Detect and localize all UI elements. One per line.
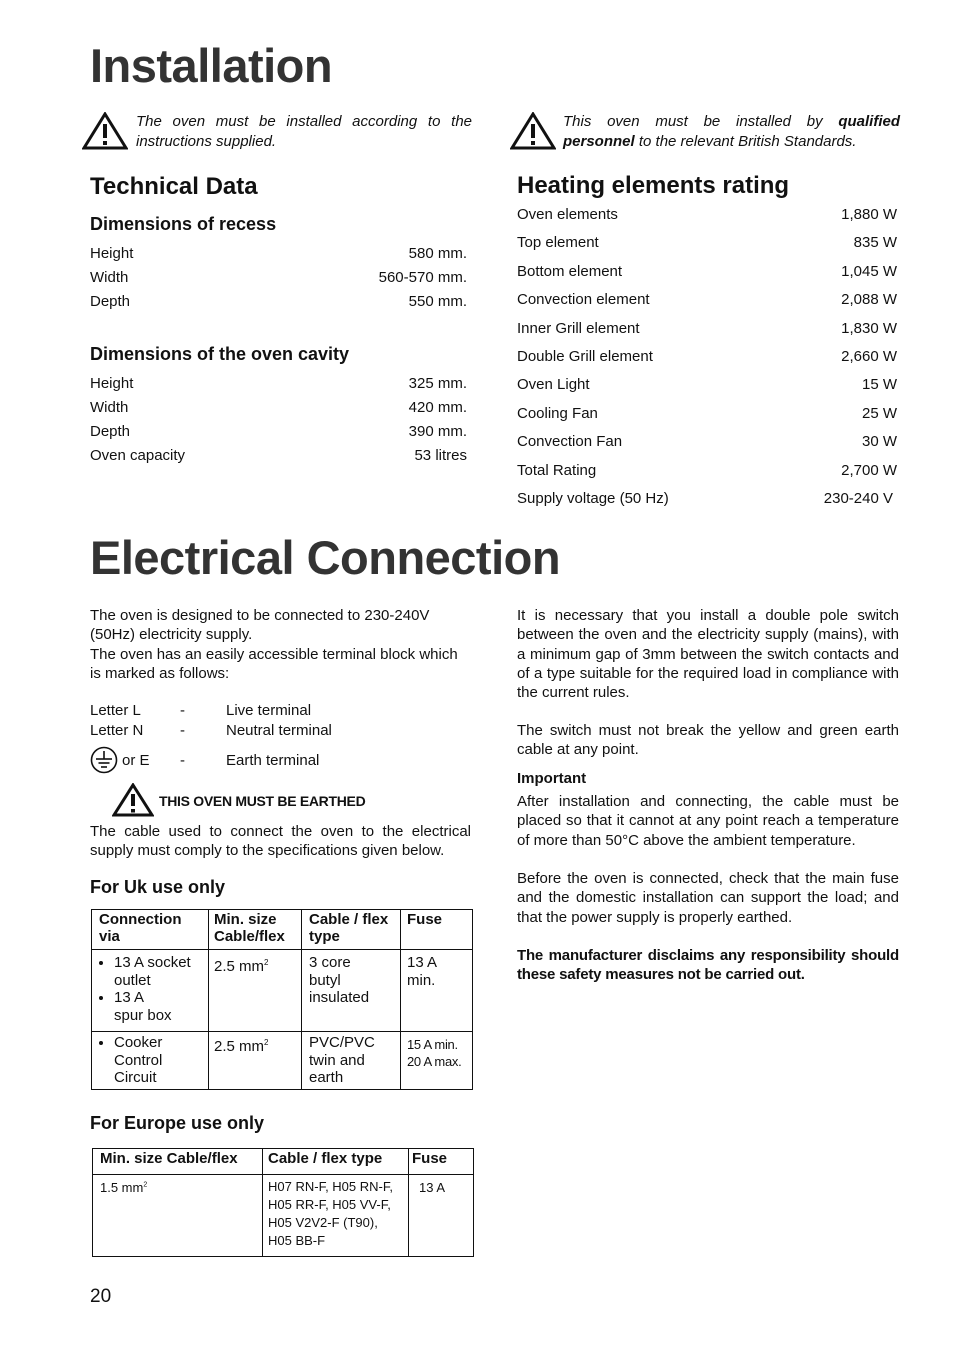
table-cell: • Cooker Control Circuit xyxy=(92,1032,209,1090)
disclaimer-paragraph: The manufacturer disclaims any responsibility should these safety measures not be carried out. xyxy=(517,947,899,984)
uk-title: For Uk use only xyxy=(90,877,226,897)
recess-row: Height 580 mm. xyxy=(90,245,467,262)
terminal-row: or E - Earth terminal xyxy=(90,744,470,776)
heating-row: Cooling Fan 25 W xyxy=(517,404,897,422)
table-header: Fuse xyxy=(401,910,473,950)
table-row xyxy=(93,1175,474,1257)
recess-row: Width 560-570 mm. xyxy=(90,269,467,286)
cavity-list xyxy=(90,375,467,471)
heating-title: Heating elements rating xyxy=(517,172,790,199)
warning-qualified-text: This oven must be installed by qualified personnel to the relevant British Standards. xyxy=(563,113,900,150)
heating-row: Top element 835 W xyxy=(517,234,897,252)
cavity-row: Oven capacity 53 litres xyxy=(90,447,467,464)
cavity-title: Dimensions of the oven cavity xyxy=(90,344,350,364)
heating-row: Convection Fan 30 W xyxy=(517,433,897,451)
table-cell: PVC/PVC twin and earth xyxy=(302,1032,401,1090)
cavity-row: Height 325 mm. xyxy=(90,375,467,392)
recess-list xyxy=(90,245,467,317)
switch-paragraph: It is necessary that you install a double pole switch between the oven and the electricity supply (mains), with a minimum gap of 3mm between the switch contacts and of a type suitable for the required load in compliance with the current rules. xyxy=(517,607,899,702)
heating-row: Supply voltage (50 Hz) 230-240 V xyxy=(517,489,893,507)
warning-icon xyxy=(112,783,154,817)
table-cell: • 13 A socket outlet • 13 A spur box xyxy=(92,950,209,1032)
table-row xyxy=(92,910,473,950)
cavity-row: Width 420 mm. xyxy=(90,399,467,416)
warning-icon xyxy=(510,112,556,150)
table-cell: 3 core butyl insulated xyxy=(302,950,401,1032)
uk-table xyxy=(91,909,473,1090)
recess-row: Depth 550 mm. xyxy=(90,293,467,310)
table-header: Min. size Cable/flex xyxy=(209,910,302,950)
temperature-paragraph: After installation and connecting, the cable must be placed so that it cannot at any point reach a temperature of more than 50°C above the ambient temperature. xyxy=(517,793,899,849)
table-header: Cable / flex type xyxy=(263,1149,409,1175)
table-cell: 2.5 $mm^2$ xyxy=(209,950,302,1032)
fuse-check-paragraph: Before the oven is connected, check that the main fuse and the domestic installation can support the load; and that the power supply is properly earthed. xyxy=(517,870,899,926)
technical-data-title: Technical Data xyxy=(90,173,258,200)
important-title: Important xyxy=(517,770,587,787)
cable-text: The cable used to connect the oven to the electrical supply must comply to the specifications given below. xyxy=(90,823,471,860)
table-row xyxy=(92,950,473,1032)
terminal-row: Letter L - Live terminal xyxy=(90,702,312,719)
table-cell: 13 A xyxy=(409,1175,474,1257)
warning-install-text: The oven must be installed according to the instructions supplied. xyxy=(136,113,472,150)
table-header: Cable / flex type xyxy=(302,910,401,950)
earth-icon xyxy=(90,746,118,774)
heating-row: Total Rating 2,700 W xyxy=(517,461,897,479)
table-cell: H07 RN-F, H05 RN-F, H05 RR-F, H05 VV-F, H05 V2V2-F (T90), H05 BB-F xyxy=(263,1175,409,1257)
terminal-list xyxy=(90,702,470,776)
heating-row: Oven elements 1,880 W xyxy=(517,206,897,223)
terminal-row: Letter N - Neutral terminal xyxy=(90,722,332,739)
eu-title: For Europe use only xyxy=(90,1113,265,1133)
warning-icon xyxy=(82,112,128,150)
table-cell: 13 A min. xyxy=(401,950,473,1032)
installation-title: Installation xyxy=(90,39,333,92)
heating-row: Double Grill element 2,660 W xyxy=(517,347,897,365)
table-row xyxy=(92,1032,473,1090)
page-number: 20 xyxy=(90,1286,112,1307)
heating-row: Bottom element 1,045 W xyxy=(517,262,897,280)
earth-cable-paragraph: The switch must not break the yellow and green earth cable at any point. xyxy=(517,722,899,759)
heating-row: Inner Grill element 1,830 W xyxy=(517,319,897,337)
cavity-row: Depth 390 mm. xyxy=(90,423,467,440)
table-header: Min. size Cable/flex xyxy=(93,1149,263,1175)
table-cell: 15 A min. 20 A max. xyxy=(401,1032,473,1090)
heating-row: Oven Light 15 W xyxy=(517,376,897,394)
table-header: Connection via xyxy=(92,910,209,950)
electrical-title: Electrical Connection xyxy=(90,531,561,584)
heating-list xyxy=(517,206,897,518)
heating-row: Convection element 2,088 W xyxy=(517,291,897,309)
eu-table xyxy=(92,1148,474,1257)
table-cell: 2.5 $mm^2$ xyxy=(209,1032,302,1090)
earthed-warning: THIS OVEN MUST BE EARTHED xyxy=(159,793,366,809)
recess-title: Dimensions of recess xyxy=(90,214,277,234)
table-header: Fuse xyxy=(409,1149,474,1175)
table-row xyxy=(93,1149,474,1175)
electrical-intro: The oven is designed to be connected to 230-240V (50Hz) electricity supply. The oven has an easily accessible terminal block which is marked as follows: xyxy=(90,607,458,682)
table-cell: 1.5 $mm^2$ xyxy=(93,1175,263,1257)
